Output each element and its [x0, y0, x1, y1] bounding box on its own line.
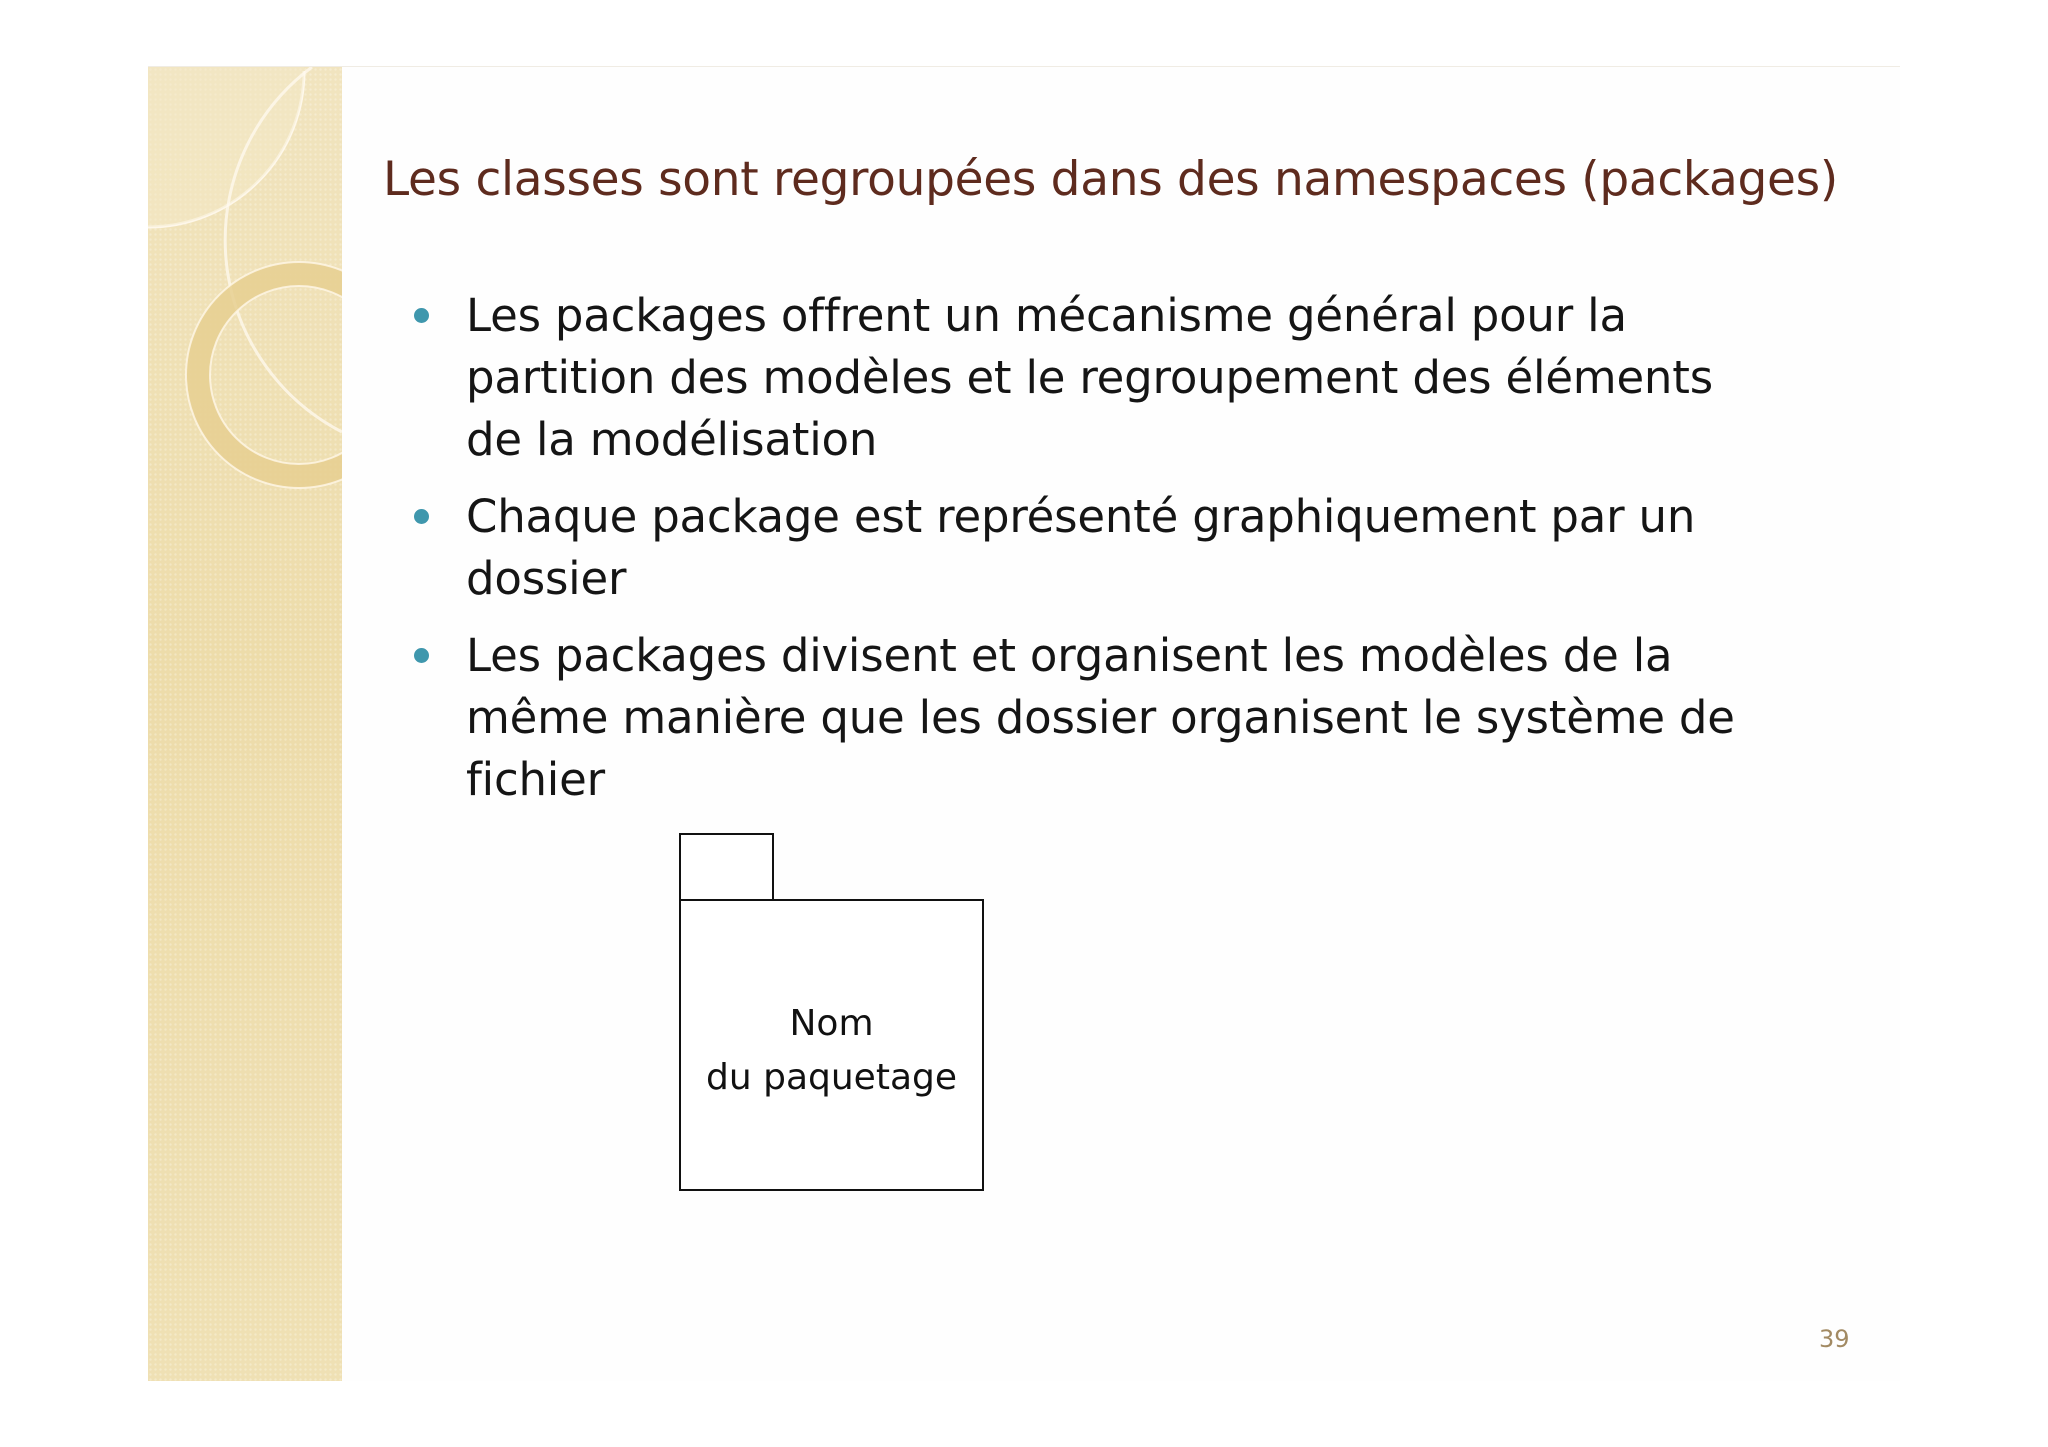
decorative-circles-graphic [148, 67, 342, 1381]
page-number: 39 [1819, 1325, 1850, 1353]
package-name-line-1: Nom [789, 1003, 874, 1044]
package-folder-tab [679, 833, 774, 901]
bullet-list [414, 285, 1774, 826]
bullet-marker-icon [414, 509, 429, 524]
package-name-label [681, 997, 982, 1105]
decorative-sidebar [148, 67, 342, 1381]
bullet-text: Chaque package est représenté graphiquement par un dossier [466, 490, 1696, 605]
bullet-item-3 [414, 625, 1774, 811]
bullet-marker-icon [414, 648, 429, 663]
bullet-item-2 [414, 486, 1774, 610]
slide-title: Les classes sont regroupées dans des namespaces (packages) [383, 152, 1838, 207]
package-name-line-2: du paquetage [705, 1057, 957, 1098]
slide [148, 66, 1900, 1381]
bullet-marker-icon [414, 308, 429, 323]
package-folder-body [679, 899, 984, 1191]
bullet-text: Les packages offrent un mécanisme général pour la partition des modèles et le regroupement des éléments de la modélisation [466, 289, 1713, 466]
bullet-text: Les packages divisent et organisent les modèles de la même manière que les dossier organisent le système de fichier [466, 629, 1735, 806]
bullet-item-1 [414, 285, 1774, 471]
